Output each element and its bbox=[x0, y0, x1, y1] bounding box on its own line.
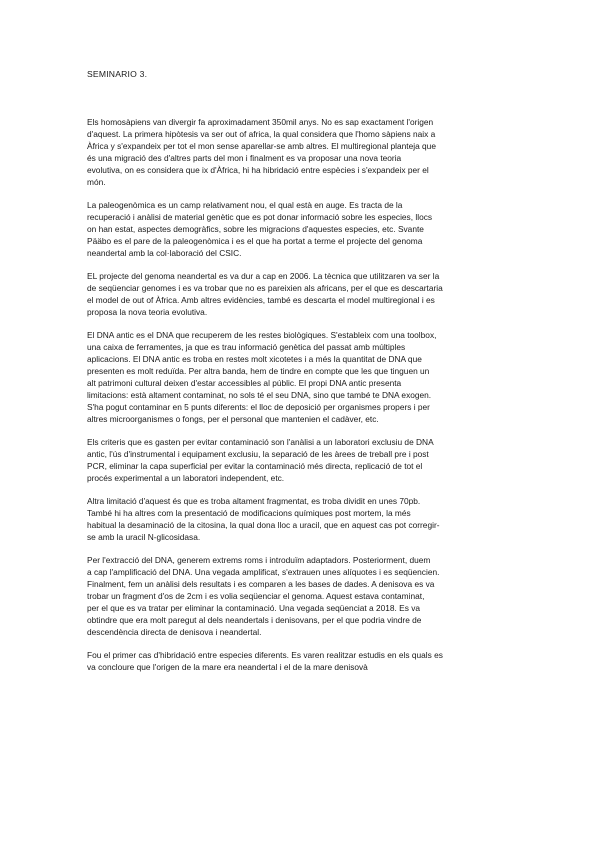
text-line: evolutiva, on es considera que ix d'Àfrica, hi ha hibridació entre espècies i s'expandeix per el bbox=[87, 165, 429, 175]
paragraph bbox=[87, 116, 517, 188]
text-line: Finalment, fem un anàlisi dels resultats i es comparen a les bases de dades. A denisova es va bbox=[87, 579, 435, 589]
text-line: presenten es molt reduïda. Per altra banda, hem de tindre en compte que les que tinguen un bbox=[87, 366, 430, 376]
text-line: se amb la uracil N-glicosidasa. bbox=[87, 532, 201, 542]
text-line: Pääbo es el pare de la paleogenòmica i es el que ha portat a terme el projecte del genoma bbox=[87, 236, 423, 246]
text-line: procés experimental a un laboratori independent, etc. bbox=[87, 473, 285, 483]
paragraph bbox=[87, 649, 517, 673]
paragraph bbox=[87, 495, 517, 543]
text-line: Els criteris que es gasten per evitar contaminació son l'anàlisi a un laboratori exclusiu de DNA bbox=[87, 437, 434, 447]
text-line: trobar un fragment d'os de 2cm i es volia seqüenciar el genoma. Aquest estava contaminat, bbox=[87, 591, 425, 601]
text-line: Per l'extracció del DNA, generem extrems roms i introduïm adaptadors. Posteriorment, duem bbox=[87, 555, 431, 565]
text-line: a cap l'amplificació del DNA. Una vegada amplificat, s'extrauen unes alíquotes i es seqüencien. bbox=[87, 567, 440, 577]
text-line: habitual la desaminació de la citosina, la qual dona lloc a uracil, que en aquest cas pot corregir- bbox=[87, 520, 440, 530]
text-line: proposa la nova teoria evolutiva. bbox=[87, 307, 208, 317]
text-line: S'ha pogut contaminar en 5 punts diferents: el lloc de deposició per organismes propers i per bbox=[87, 402, 430, 412]
text-line: El DNA antic es el DNA que recuperem de les restes biològiques. S'estableix com una toolbox, bbox=[87, 330, 437, 340]
text-line: recuperació i anàlisi de material genètic que es pot donar informació sobre les especies, llocs bbox=[87, 212, 433, 222]
text-line: alt patrimoni cultural deixen d'estar accessibles al públic. El propi DNA antic presenta bbox=[87, 378, 402, 388]
paragraph bbox=[87, 554, 517, 638]
text-line: obtindre que era molt paregut al dels neandertals i denisovans, per el que podria vindre de bbox=[87, 615, 422, 625]
paragraph bbox=[87, 270, 517, 318]
text-line: Àfrica y s'expandeix per tot el mon sense aparellar-se amb altres. El multiregional planteja que bbox=[87, 141, 436, 151]
text-line: EL projecte del genoma neandertal es va dur a cap en 2006. La tècnica que utilitzaren va ser la bbox=[87, 271, 440, 281]
text-line: món. bbox=[87, 177, 106, 187]
text-line: antic, l'ús d'instrumental i equipament exclusiu, la separació de les àrees de treball pre i post bbox=[87, 449, 429, 459]
text-line: La paleogenòmica es un camp relativament nou, el qual està en auge. Es tracta de la bbox=[87, 200, 403, 210]
text-line: on han estat, aspectes demogràfics, sobre les migracions d'aquestes especies, etc. Svante bbox=[87, 224, 424, 234]
text-line: PCR, eliminar la capa superficial per evitar la contaminació més directa, replicació de tot el bbox=[87, 461, 423, 471]
document-body bbox=[87, 116, 517, 684]
text-line: per el que es va tratar per eliminar la contaminació. Una vegada seqüenciat a 2018. Es va bbox=[87, 603, 421, 613]
text-line: descendència directa de denisova i neandertal. bbox=[87, 627, 262, 637]
text-line: és una migració des d'altres parts del mon i finalment es va proposar una nova teoria bbox=[87, 153, 402, 163]
document-title: SEMINARIO 3. bbox=[87, 69, 148, 79]
text-line: va concloure que l'origen de la mare era neandertal i el de la mare denisovà bbox=[87, 662, 368, 672]
text-line: de seqüenciar genomes i es va trobar que no es pareixien als africans, per el que es descartaria bbox=[87, 283, 443, 293]
paragraph bbox=[87, 199, 517, 259]
text-line: Altra limitació d'aquest és que es troba altament fragmentat, es troba dividit en unes 70pb. bbox=[87, 496, 421, 506]
text-line: També hi ha altres com la presentació de modificacions químiques post mortem, la més bbox=[87, 508, 411, 518]
text-line: aplicacions. El DNA antic es troba en restes molt xicotetes i a més la quantitat de DNA que bbox=[87, 354, 422, 364]
text-line: limitacions: està altament contaminat, no sols té el seu DNA, sino que també te DNA exogen. bbox=[87, 390, 432, 400]
text-line: d'aquest. La primera hipòtesis va ser out of africa, la qual considera que l'homo sàpiens naix a bbox=[87, 129, 436, 139]
text-line: el model de out of Àfrica. Amb altres evidències, també es descarta el model multiregional i es bbox=[87, 295, 435, 305]
text-line: Els homosàpiens van divergir fa aproximadament 350mil anys. No es sap exactament l'origen bbox=[87, 117, 434, 127]
text-line: una caixa de ferramentes, ja que es trau informació genètica del passat amb múltiples bbox=[87, 342, 406, 352]
paragraph bbox=[87, 329, 517, 425]
paragraph bbox=[87, 436, 517, 484]
text-line: Fou el primer cas d'hibridació entre especies diferents. Es varen realitzar estudis en els quals es bbox=[87, 650, 443, 660]
text-line: neandertal amb la col·laboració del CSIC. bbox=[87, 248, 242, 258]
text-line: altres microorganismes o fongs, per el personal que mantenien el cadàver, etc. bbox=[87, 414, 379, 424]
